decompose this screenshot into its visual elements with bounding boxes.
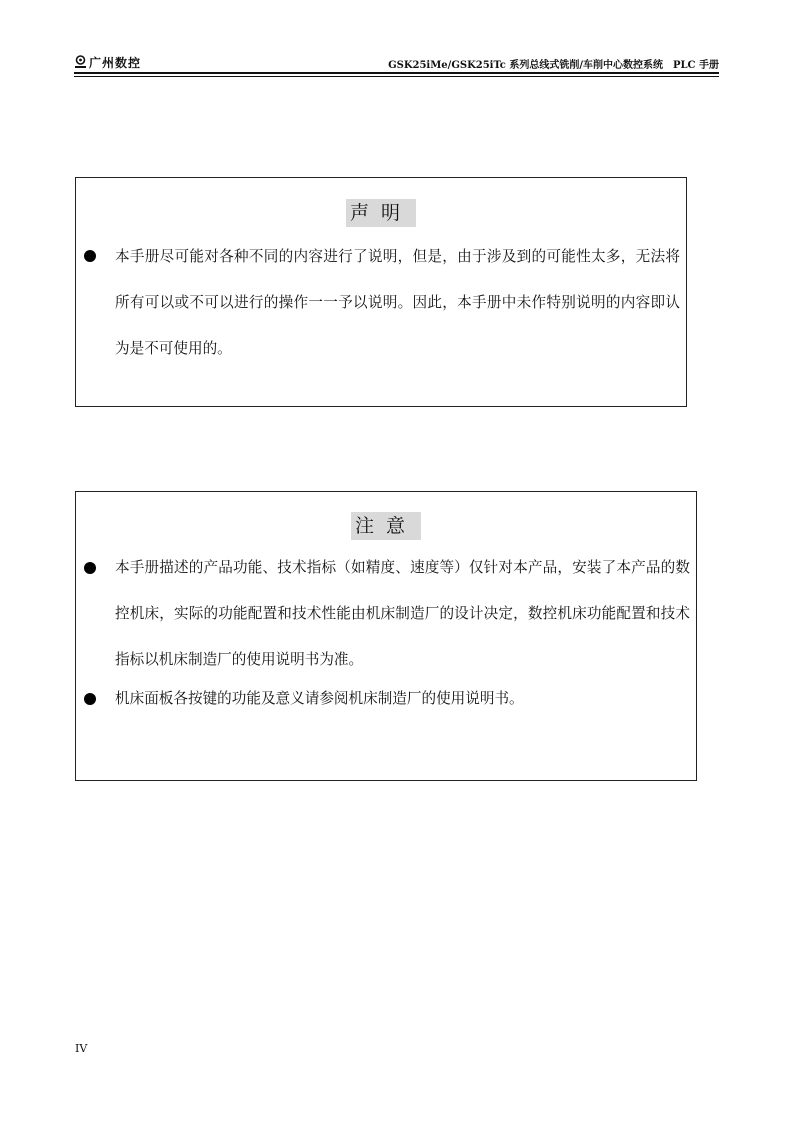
header-rule-thick xyxy=(74,72,719,74)
header-rule-thin xyxy=(74,76,719,77)
bullet-icon xyxy=(84,562,96,574)
bullet-icon xyxy=(84,250,96,262)
gsk-logo-icon xyxy=(74,55,87,69)
notice-title-wrap xyxy=(76,512,696,540)
logo-text: 广州数控 xyxy=(89,55,142,70)
notice-box xyxy=(75,491,697,781)
page-number: IV xyxy=(75,1042,88,1055)
declaration-item-text: 本手册尽可能对各种不同的内容进行了说明，但是，由于涉及到的可能性太多，无法将所有可以或不可以进行的操作一一予以说明。因此，本手册中未作特别说明的内容即认为是不可使用的。 xyxy=(115,248,680,357)
company-logo xyxy=(74,54,141,70)
document-title: GSK25iMe/GSK25iTc 系列总线式铣削/车削中心数控系统 PLC 手册 xyxy=(388,60,719,71)
declaration-title: 声明 xyxy=(346,199,416,227)
notice-title: 注意 xyxy=(351,512,421,540)
notice-item-text: 机床面板各按键的功能及意义请参阅机床制造厂的使用说明书。 xyxy=(115,690,524,707)
page-header xyxy=(74,52,719,80)
declaration-title-wrap xyxy=(76,199,686,227)
notice-item-text: 本手册描述的产品功能、技术指标（如精度、速度等）仅针对本产品，安装了本产品的数控机床，实际的功能配置和技术性能由机床制造厂的设计决定，数控机床功能配置和技术指标以机床制造厂的使用说明书为准。 xyxy=(115,559,690,668)
declaration-box xyxy=(75,177,687,407)
bullet-icon xyxy=(84,693,96,705)
